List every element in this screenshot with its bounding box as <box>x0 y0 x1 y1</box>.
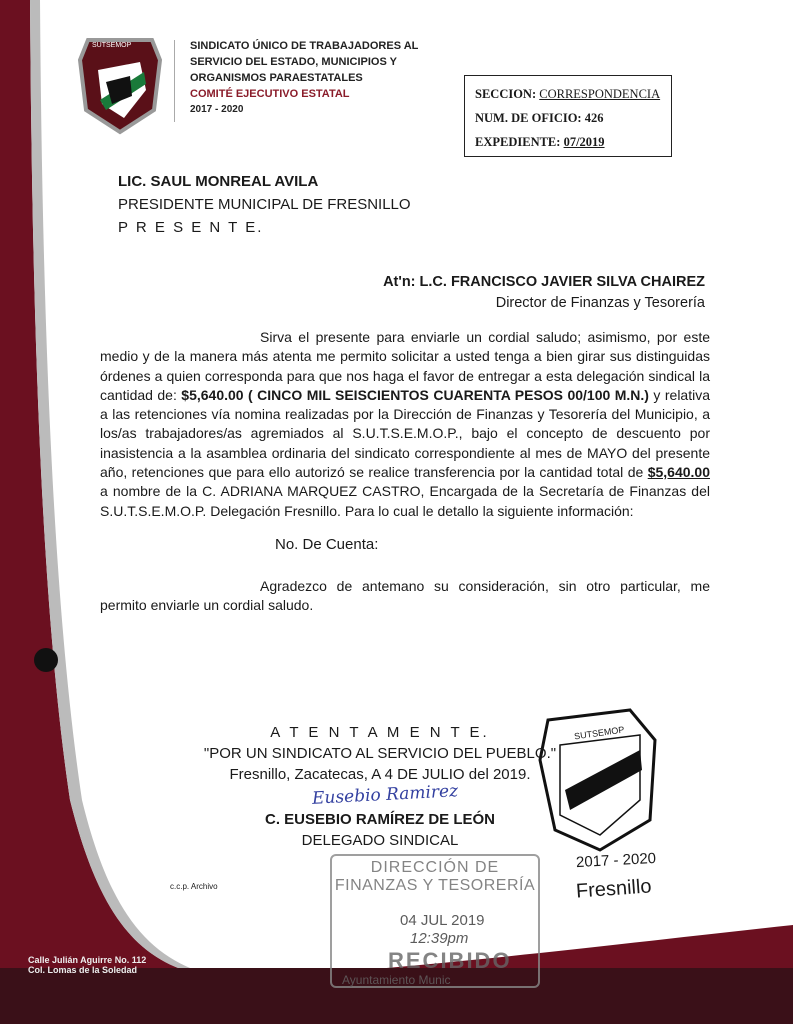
oficio-value: 426 <box>584 111 604 125</box>
signer-role: DELEGADO SINDICAL <box>301 832 459 849</box>
committee-name: COMITÉ EJECUTIVO ESTATAL <box>190 88 350 100</box>
motto: "POR UN SINDICATO AL SERVICIO DEL PUEBLO." <box>203 745 557 762</box>
attention-block <box>383 272 705 314</box>
org-line: SERVICIO DEL ESTADO, MUNICIPIOS Y <box>190 56 398 68</box>
body-text: y relativa a las retenciones vía nomina realizadas por la Dirección de Finanzas y Tesorería del Municipio, a los/as trabajadores/as agremiados al S.U.T.S.E.M.O.P., bajo el concepto de descuento por inasistencia a la asamblea ordinaria del sindicato correspondiente al mes de MAYO del presente año, retenciones que para ello autorizó se realice transferencia por la cantidad total de <box>100 386 711 481</box>
recipient-block <box>118 170 411 239</box>
body-text: a nombre de la C. ADRIANA MARQUEZ CASTRO, Encargada de la Secretaría de Finanzas del S.U.T.S.E.M.O.P. Delegación Fresnillo. Para lo cual le detallo la siguiente información: <box>100 483 710 519</box>
seal-years: 2017 - 2020 <box>575 849 657 872</box>
account-label: No. De Cuenta: <box>275 535 379 553</box>
stamp-line1: DIRECCIÓN DE <box>370 859 500 876</box>
body-text: Sirva el presente para enviarle un cordial saludo; asimismo, por este medio y de la manera más atenta me permito solicitar a usted tenga a bien girar sus distinguidas órdenes a quien corresponda para que nos haga el favor de entregar a esta delegación sindical la cantidad de: <box>100 329 710 403</box>
expediente-label: EXPEDIENTE: <box>475 135 564 149</box>
stamp-time: 12:39pm <box>410 930 469 947</box>
place-date: Fresnillo, Zacatecas, A 4 DE JULIO del 2019. <box>229 766 531 783</box>
stamp-recibido: RECIBIDO <box>388 948 512 973</box>
ccp-note: c.c.p. Archivo <box>170 882 218 891</box>
amount-text: $5,640.00 ( CINCO MIL SEISCIENTOS CUARENTA PESOS 00/100 M.N.) <box>181 386 649 403</box>
footer-address <box>28 955 146 975</box>
stamp-date: 04 JUL 2019 <box>400 912 485 929</box>
reference-box <box>464 75 672 157</box>
atentamente: A T E N T A M E N T E. <box>270 724 490 741</box>
seccion-value: CORRESPONDENCIA <box>539 87 661 101</box>
expediente-value: 07/2019 <box>563 135 605 149</box>
presente: P R E S E N T E. <box>118 219 264 236</box>
org-line: SINDICATO ÚNICO DE TRABAJADORES AL <box>190 40 419 52</box>
organization-header <box>190 38 418 118</box>
address-line: Col. Lomas de la Soledad <box>28 965 138 975</box>
stamp-ayuntamiento: Ayuntamiento Munic <box>342 973 451 987</box>
org-line: ORGANISMOS PARAESTATALES <box>190 72 363 84</box>
address-line: Calle Julián Aguirre No. 112 <box>28 955 147 965</box>
attention-title: Director de Finanzas y Tesorería <box>495 295 705 311</box>
logo-text: SUTSEMOP <box>92 42 132 49</box>
body-paragraph <box>100 328 710 521</box>
seal-text: SUTSEMOP <box>573 724 625 742</box>
committee-period: 2017 - 2020 <box>190 104 244 115</box>
recipient-title: PRESIDENTE MUNICIPAL DE FRESNILLO <box>118 196 411 213</box>
punch-hole <box>34 648 58 672</box>
seal-city: Fresnillo <box>575 875 653 903</box>
header-divider <box>174 40 175 122</box>
handwritten-signature: Eusebio Ramirez <box>311 781 459 809</box>
recipient-name: LIC. SAUL MONREAL AVILA <box>118 173 319 190</box>
oficio-label: NUM. DE OFICIO: <box>475 111 585 125</box>
amount-total: $5,640.00 <box>647 464 710 481</box>
letter-body <box>100 328 710 521</box>
seccion-label: SECCION: <box>475 87 540 101</box>
stamp-line2: FINANZAS Y TESORERÍA <box>334 877 536 894</box>
received-stamp <box>330 854 540 988</box>
closing-paragraph: Agradezco de antemano su consideración, sin otro particular, me permito enviarle un cordial saludo. <box>100 577 710 614</box>
letter-content <box>100 328 710 616</box>
sutsemop-logo <box>80 40 160 132</box>
signer-name: C. EUSEBIO RAMÍREZ DE LEÓN <box>264 811 496 828</box>
attention-name: At'n: L.C. FRANCISCO JAVIER SILVA CHAIREZ <box>383 274 705 290</box>
